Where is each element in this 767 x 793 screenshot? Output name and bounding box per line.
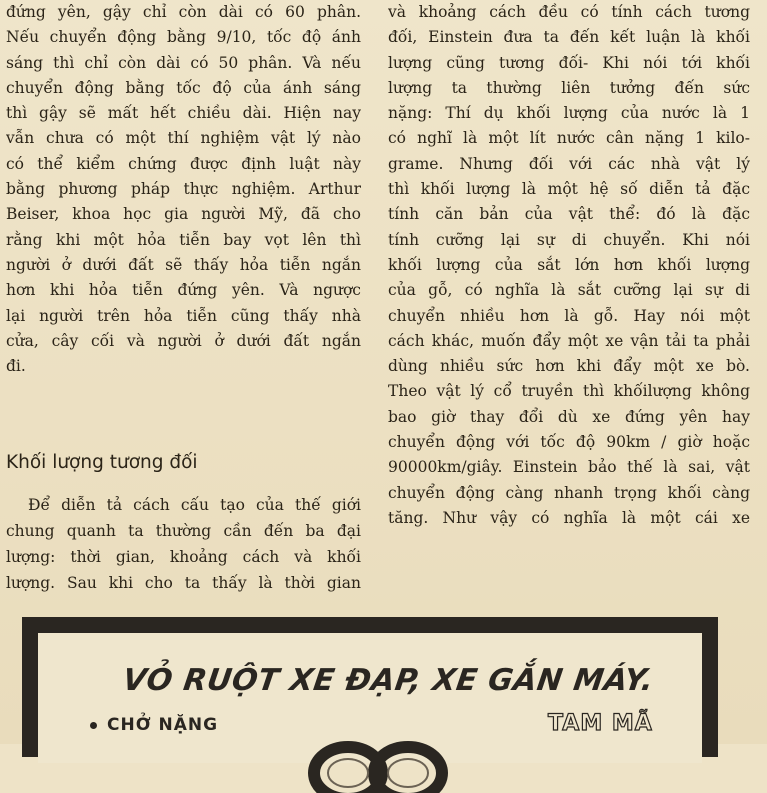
text-line: lượng cũng tương đối- Khi nói tới khối: [388, 53, 750, 72]
text-line: bao giờ thay đổi dù xe đứng yên hay: [388, 407, 750, 426]
text-line: có thể kiểm chứng được định luật này: [6, 154, 361, 173]
text-line: grame. Nhưng đối với các nhà vật lý: [388, 154, 750, 173]
section-heading: Khối lượng tương đối: [6, 452, 198, 473]
text-line: khối lượng của sắt lớn hơn khối lượng: [388, 255, 750, 274]
text-line: hơn khi hỏa tiễn đứng yên. Và ngược: [6, 281, 361, 300]
text-line: cửa, cây cối và người ở dưới đất ngắn: [6, 331, 361, 350]
ad-bullet-item: [90, 715, 218, 735]
text-line: tính căn bản của vật thể: đó là đặc: [388, 205, 750, 224]
bullet-dot-icon: [90, 722, 97, 729]
text-line: Beiser, khoa học gia người Mỹ, đã cho: [6, 205, 361, 224]
text-line: lượng ta thường liên tưởng đến sức: [388, 78, 750, 97]
text-line: có nghĩ là một lít nước cân nặng 1 kilo-: [388, 129, 750, 148]
text-line: 90000km/giây. Einstein bảo thế là sai, vật: [388, 458, 750, 477]
text-line: Theo vật lý cổ truyền thì khốilượng không: [388, 382, 750, 401]
advertisement-box: [22, 617, 718, 757]
text-line: người ở dưới đất sẽ thấy hỏa tiễn ngắn: [6, 255, 361, 274]
text-line: tính cưỡng lại sự di chuyển. Khi nói: [388, 230, 750, 249]
text-line: cách khác, muốn đẩy một xe vận tải ta phải: [388, 331, 750, 350]
text-line: chuyển động với tốc độ 90km / giờ hoặc: [388, 433, 750, 452]
text-line: lại người trên hỏa tiễn cũng thấy nhà: [6, 306, 361, 325]
text-line: thì khối lượng là một hệ số diễn tả đặc: [388, 180, 750, 199]
ad-brand-logo: TAM MÃ: [548, 711, 653, 736]
text-line: vẫn chưa có một thí nghiệm vật lý nào: [6, 129, 361, 148]
text-line: chuyển động bằng tốc độ của ánh sáng: [6, 78, 361, 97]
text-line: rằng khi một hỏa tiễn bay vọt lên thì: [6, 230, 361, 249]
right-column-text: [388, 0, 750, 531]
text-line: của gỗ, có nghĩa là sắt cưỡng lại sự di: [388, 281, 750, 300]
text-line: dùng nhiều sức hơn khi đẩy một xe bò.: [388, 357, 750, 376]
text-line: đối, Einstein đưa ta đến kết luận là khối: [388, 28, 750, 47]
text-line: nặng: Thí dụ khối lượng của nước là 1: [388, 104, 750, 123]
ad-headline: VỎ RUỘT XE ĐẠP, XE GẮN MÁY.: [120, 663, 656, 698]
text-line: chuyển nhiều hơn là gỗ. Hay nói một: [388, 306, 750, 325]
text-line: chuyển động càng nhanh trọng khối càng: [388, 483, 750, 502]
text-line: và khoảng cách đều có tính cách tương: [388, 3, 750, 21]
text-line: chung quanh ta thường cần đến ba đại: [6, 522, 361, 540]
text-line: bằng phương pháp thực nghiệm. Arthur: [6, 180, 361, 199]
left-column-text: [6, 0, 361, 379]
left-column-continued: [6, 492, 361, 596]
text-line: Để diễn tả cách cấu tạo của thế giới: [28, 496, 361, 514]
text-line: tăng. Như vậy có nghĩa là một cái xe: [388, 508, 750, 527]
text-line: sáng thì chỉ còn dài có 50 phân. Và nếu: [6, 53, 361, 72]
text-line: lượng. Sau khi cho ta thấy là thời gian: [6, 574, 361, 592]
text-line: lượng: thời gian, khoảng cách và khối: [6, 548, 361, 566]
text-line: đi.: [6, 357, 26, 376]
tire-icon: [303, 733, 453, 793]
text-line: thì gậy sẽ mất hết chiều dài. Hiện nay: [6, 104, 361, 123]
text-line: Nếu chuyển động bằng 9/10, tốc độ ánh: [6, 28, 361, 47]
ad-bullet-label: CHỞ NẶNG: [107, 715, 219, 735]
text-line: đứng yên, gậy chỉ còn dài có 60 phân.: [6, 3, 361, 21]
